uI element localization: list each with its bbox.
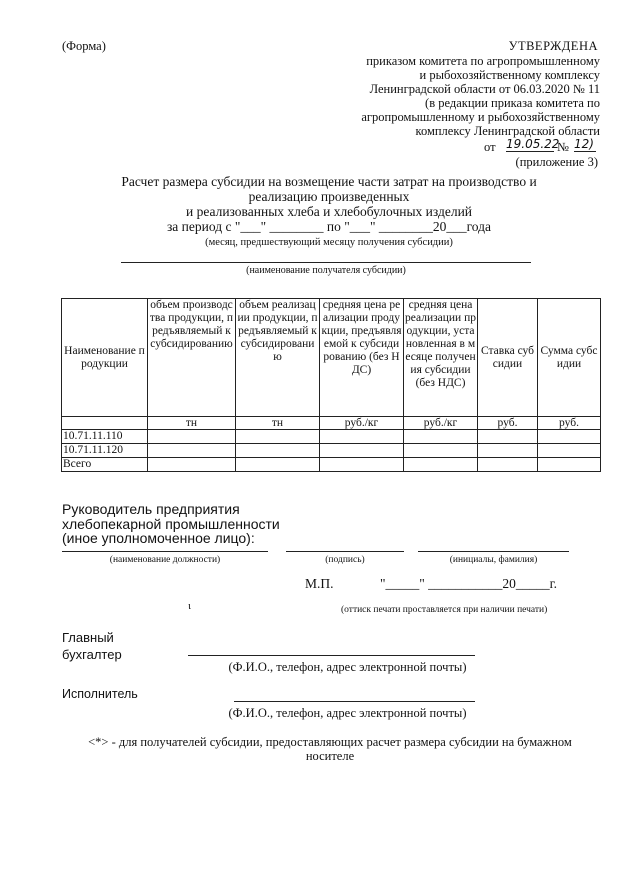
- table-cell: [320, 458, 404, 472]
- head-line: хлебопекарной промышленности: [62, 515, 280, 532]
- unit-cell: руб./кг: [404, 417, 478, 430]
- product-code-cell: 10.71.11.110: [62, 430, 148, 444]
- table-cell: [236, 458, 320, 472]
- approval-line: агропромышленному и рыбохозяйственному: [361, 110, 600, 124]
- approval-line: комплексу Ленинградской области: [415, 124, 600, 138]
- unit-cell: тн: [148, 417, 236, 430]
- footnote-line: <*> - для получателей субсидии, предоставляющих расчет размера субсидии на бумажном: [88, 735, 572, 749]
- header-avg-price: средняя цена реализации продукции, предъявляемой к субсидированию (без НДС): [320, 299, 404, 417]
- title-line: Расчет размера субсидии на возмещение части затрат на производство и: [121, 174, 537, 189]
- executor-contact-note: (Ф.И.О., телефон, адрес электронной почты): [228, 706, 467, 720]
- unit-cell: [62, 417, 148, 430]
- table-cell: [538, 430, 601, 444]
- recipient-line: [121, 262, 531, 263]
- header-sales-volume: объем реализации продукции, предъявляемый к субсидированию: [236, 299, 320, 417]
- initials-line: [418, 551, 569, 552]
- table-cell: [404, 444, 478, 458]
- signature-line: [286, 551, 404, 552]
- head-line: Руководитель предприятия: [62, 501, 240, 517]
- table-units-row: [62, 417, 601, 430]
- header-subsidy-sum: Сумма субсидии: [538, 299, 601, 417]
- header-product-name: Наименование продукции: [62, 299, 148, 417]
- approval-line: приказом комитета по агропромышленному: [366, 54, 600, 68]
- table-cell: [236, 430, 320, 444]
- table-cell: [538, 444, 601, 458]
- table-row: [62, 458, 601, 472]
- table-cell: [404, 458, 478, 472]
- footnote-line: носителе: [305, 749, 355, 763]
- title-line: за период с "___" ________ по "___" ________20___года: [166, 219, 492, 234]
- approval-line: Ленинградской области от 06.03.2020 № 11: [369, 82, 600, 96]
- table-cell: [148, 444, 236, 458]
- approval-line: (в редакции приказа комитета по: [425, 96, 600, 110]
- unit-cell: руб.: [538, 417, 601, 430]
- handwritten-number: 12): [574, 137, 596, 152]
- period-note: (месяц, предшествующий месяцу получения субсидии): [205, 237, 453, 248]
- table-cell: [404, 430, 478, 444]
- table-cell: [320, 430, 404, 444]
- header-subsidy-rate: Ставка субсидии: [478, 299, 538, 417]
- table-cell: [538, 458, 601, 472]
- chief-accountant-line: [188, 655, 475, 656]
- table-header-row: [62, 299, 601, 417]
- approval-block: [280, 54, 600, 138]
- handwritten-date: 19.05.22: [506, 137, 560, 151]
- subsidy-table: [61, 298, 601, 472]
- total-label-cell: Всего: [62, 458, 148, 472]
- initials-note: (инициалы, фамилия): [449, 555, 538, 565]
- product-code-cell: 10.71.11.120: [62, 444, 148, 458]
- document-title: [100, 174, 558, 234]
- header-avg-price-month: средняя цена реализации продукции, установленная в месяце получения субсидии (без НДС): [404, 299, 478, 417]
- executor-label: Исполнитель: [62, 687, 138, 701]
- table-row: [62, 430, 601, 444]
- title-line: реализацию произведенных: [248, 189, 410, 204]
- footnote: [70, 735, 590, 763]
- table-cell: [320, 444, 404, 458]
- table-cell: [148, 430, 236, 444]
- signature-note: (подпись): [325, 555, 365, 565]
- approved-label: УТВЕРЖДЕНА: [508, 39, 598, 53]
- chief-accountant-label: Главный бухгалтер: [62, 630, 122, 662]
- stamp-label: М.П.: [305, 576, 334, 591]
- stamp-note: (оттиск печати проставляется при наличии печати): [341, 605, 548, 615]
- head-signatory: [62, 502, 280, 546]
- unit-cell: руб.: [478, 417, 538, 430]
- header-production-volume: объем производства продукции, предъявляемый к субсидированию: [148, 299, 236, 417]
- unit-cell: тн: [236, 417, 320, 430]
- stray-mark-icon: ɩ: [188, 600, 191, 612]
- table-cell: [148, 458, 236, 472]
- chief-accountant-contact-note: (Ф.И.О., телефон, адрес электронной почты): [228, 660, 467, 674]
- number-sign: №: [557, 140, 569, 154]
- recipient-note: (наименование получателя субсидии): [246, 265, 406, 276]
- table-cell: [236, 444, 320, 458]
- approval-line: и рыбохозяйственному комплексу: [419, 68, 600, 82]
- form-label: (Форма): [62, 39, 106, 53]
- position-line: [62, 551, 268, 552]
- head-line: (иное уполномоченное лицо):: [62, 530, 255, 546]
- from-prefix: от: [484, 140, 496, 154]
- position-note: (наименование должности): [109, 555, 221, 565]
- unit-cell: руб./кг: [320, 417, 404, 430]
- table-cell: [478, 430, 538, 444]
- table-row: [62, 444, 601, 458]
- executor-line: [234, 701, 475, 702]
- table-cell: [478, 458, 538, 472]
- date-line: "_____" ___________20_____г.: [380, 576, 558, 591]
- appendix-label: (приложение 3): [515, 155, 598, 169]
- table-cell: [478, 444, 538, 458]
- title-line: и реализованных хлеба и хлебобулочных изделий: [185, 204, 473, 219]
